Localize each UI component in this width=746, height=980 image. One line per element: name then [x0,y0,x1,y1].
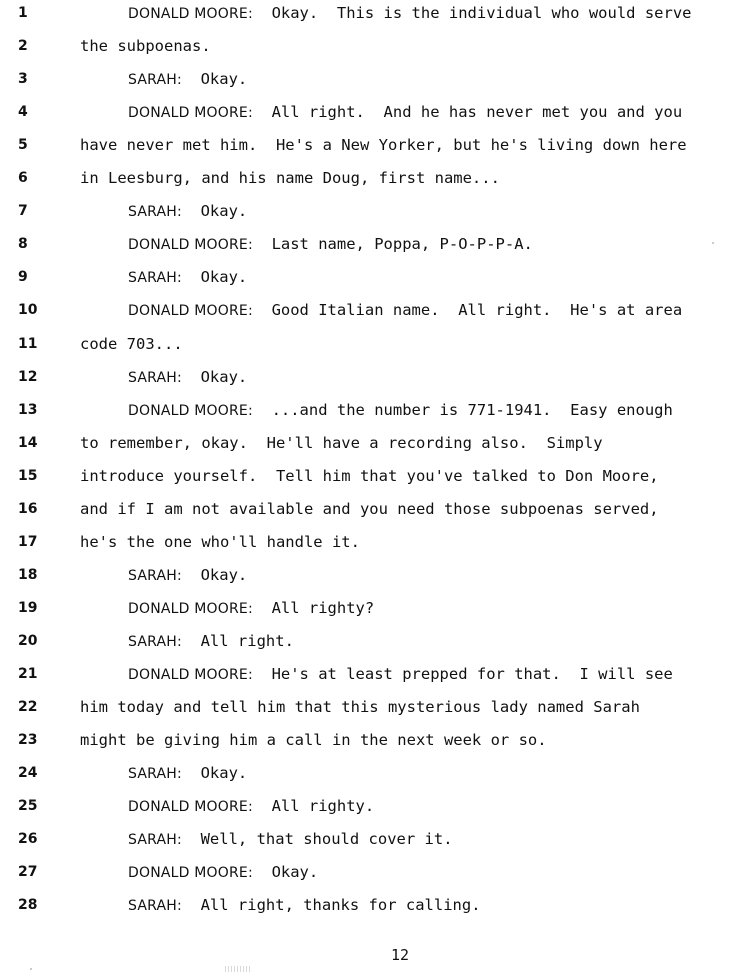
transcript-line [0,662,746,686]
line-number: 28 [18,897,38,914]
speaker-name: DONALD MOORE: [128,6,253,22]
line-number: 9 [18,269,28,286]
line-content [128,365,247,390]
line-number: 3 [18,71,28,88]
line-number: 27 [18,864,38,881]
transcript-line [0,530,746,554]
transcript-line [0,761,746,785]
line-text: ...and the number is 771-1941. Easy enough [271,400,673,419]
line-content [128,893,481,918]
speaker-name: SARAH: [128,72,182,89]
transcript-line [0,133,746,157]
transcript-line [0,1,746,25]
line-number: 16 [18,500,38,517]
transcript-line [0,629,746,653]
line-text: code 703... [80,334,183,353]
speaker-name: SARAH: [128,567,182,584]
line-text: him today and tell him that this mysterious lady named Sarah [80,698,640,717]
line-content [128,761,247,786]
transcript-line [0,563,746,587]
line-text: have never met him. He's a New Yorker, but he's living down here [80,136,687,155]
speaker-name: SARAH: [128,832,182,849]
transcript-line [0,431,746,455]
line-text: Okay. [200,268,248,287]
line-content [128,794,374,819]
speaker-name: DONALD MOORE: [128,402,253,419]
line-text: Okay. [271,863,319,882]
transcript-line [0,794,746,818]
transcript-line [0,398,746,422]
line-number: 7 [18,203,28,220]
line-content [128,827,453,852]
speaker-name: SARAH: [128,766,182,783]
line-text: All righty? [271,598,375,617]
transcript-line [0,365,746,389]
line-text: Okay. This is the individual who would serve [271,4,692,22]
line-text: All right. [200,631,294,650]
scan-speck [712,242,714,244]
line-content [128,398,673,423]
line-text: might be giving him a call in the next week or so. [80,731,547,750]
line-text: Okay. [200,367,248,386]
line-content [128,860,318,885]
transcript-line [0,596,746,620]
transcript-line [0,893,746,917]
line-number: 6 [18,170,28,187]
speaker-name: DONALD MOORE: [128,303,253,320]
line-number: 19 [18,599,38,616]
line-text: All righty. [271,797,375,816]
line-text: He's at least prepped for that. I will see [271,665,673,683]
line-number: 8 [18,236,28,253]
line-number: 1 [18,5,28,21]
line-text: Okay. [200,202,248,221]
transcript-line [0,265,746,289]
line-content [80,166,500,190]
line-number: 23 [18,732,38,749]
line-number: 14 [18,434,38,451]
line-text: he's the one who'll handle it. [80,532,360,551]
line-number: 21 [18,666,38,682]
speaker-name: DONALD MOORE: [128,105,253,122]
line-text: Okay. [200,565,248,584]
line-content [80,464,659,488]
transcript-line [0,728,746,752]
transcript-line [0,827,746,851]
line-text: Okay. [200,764,248,783]
line-text: Good Italian name. All right. He's at area [271,301,683,320]
transcript-line [0,166,746,190]
line-content [128,1,692,26]
line-content [128,265,247,290]
line-content [128,629,294,654]
transcript-line [0,695,746,719]
line-number: 4 [18,104,28,121]
line-content [128,563,247,588]
line-text: All right, thanks for calling. [200,896,481,915]
line-number: 18 [18,566,38,583]
speaker-name: DONALD MOORE: [128,799,253,816]
line-text: and if I am not available and you need those subpoenas served, [80,499,659,518]
line-content [80,431,603,455]
speaker-name: DONALD MOORE: [128,865,253,882]
line-text: introduce yourself. Tell him that you've talked to Don Moore, [80,466,659,485]
line-text: Okay. [200,70,248,89]
line-number: 15 [18,467,38,484]
line-number: 25 [18,798,38,815]
line-number: 5 [18,137,28,154]
line-content [80,133,687,157]
line-content [128,232,533,257]
line-content [80,728,547,752]
line-content [80,497,659,521]
scan-smudge [225,966,251,972]
speaker-name: SARAH: [128,898,182,915]
line-number: 24 [18,765,38,782]
line-content [128,199,247,224]
line-number: 12 [18,368,38,385]
line-text: Last name, Poppa, P-O-P-P-A. [271,235,533,254]
speaker-name: SARAH: [128,270,182,287]
transcript-line [0,497,746,521]
transcript-line [0,332,746,356]
transcript-line [0,199,746,223]
line-text: in Leesburg, and his name Doug, first name... [80,169,500,188]
line-number: 2 [18,38,28,55]
transcript-line [0,464,746,488]
line-content [128,100,682,125]
line-text: All right. And he has never met you and you [271,103,683,122]
speaker-name: SARAH: [128,633,182,650]
line-content [128,298,682,323]
line-content [80,34,211,58]
line-number: 10 [18,302,38,319]
transcript-line [0,67,746,91]
scan-speck [30,968,32,970]
line-content [80,695,640,719]
line-text: the subpoenas. [80,37,211,56]
line-content [128,662,673,687]
line-number: 20 [18,632,38,649]
transcript-line [0,34,746,58]
line-content [80,530,360,554]
line-number: 17 [18,533,38,550]
line-text: to remember, okay. He'll have a recording also. Simply [80,433,603,452]
transcript-line [0,298,746,322]
speaker-name: DONALD MOORE: [128,237,253,254]
line-number: 22 [18,699,38,716]
page-number: 12 [390,946,410,964]
speaker-name: DONALD MOORE: [128,600,253,617]
transcript-line [0,100,746,124]
line-text: Well, that should cover it. [200,830,453,849]
transcript-line [0,860,746,884]
transcript-line [0,232,746,256]
line-number: 26 [18,831,38,848]
line-content [128,596,374,621]
speaker-name: SARAH: [128,204,182,221]
speaker-name: SARAH: [128,369,182,386]
line-content [128,67,247,92]
line-number: 13 [18,401,38,418]
line-content [80,332,183,356]
line-number: 11 [18,335,38,352]
speaker-name: DONALD MOORE: [128,667,253,683]
